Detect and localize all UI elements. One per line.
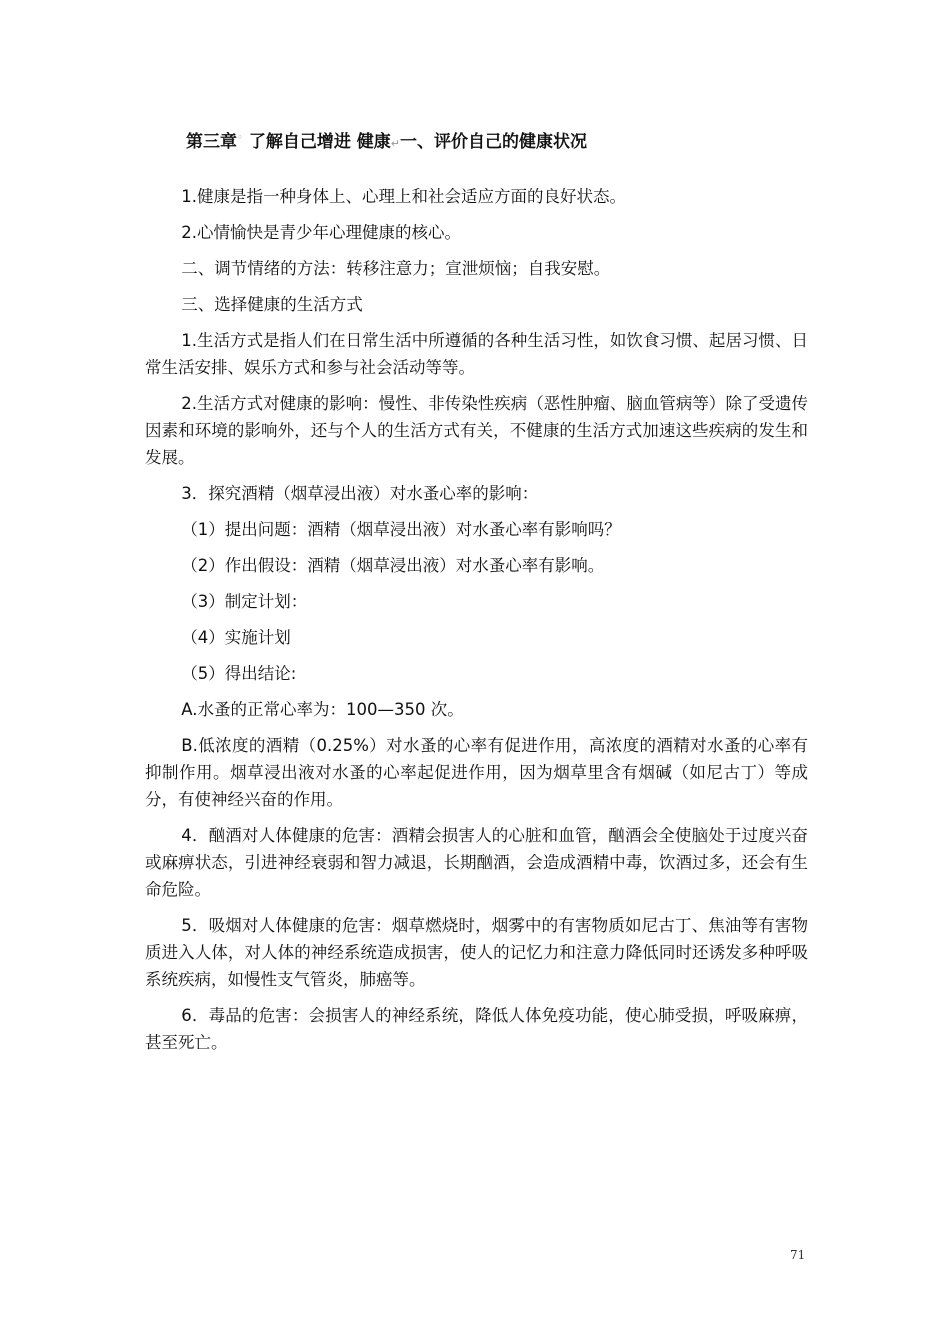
section-title: 一、评价自己的健康状况 <box>399 132 587 152</box>
paragraph: （5）得出结论: <box>181 664 297 683</box>
paragraph: 三、选择健康的生活方式 <box>181 295 363 314</box>
chapter-heading <box>186 127 587 152</box>
paragraph: A.水蚤的正常心率为：100—350 次。 <box>181 700 464 719</box>
chapter-title: 了解自己增进 <box>248 132 351 152</box>
paragraph-return-icon: ↵ <box>390 137 400 150</box>
paragraph: 2.生活方式对健康的影响：慢性、非传染性疾病（恶性肿瘤、脑血管病等）除了受遗传因素和环境的影响外，还与个人的生活方式有关，不健康的生活方式加速这些疾病的发生和发展。 <box>145 394 808 467</box>
paragraph: （4）实施计划 <box>181 628 291 647</box>
paragraph: 1.健康是指一种身体上、心理上和社会适应方面的良好状态。 <box>181 187 627 206</box>
page-number: 71 <box>790 1248 806 1262</box>
paragraph: 2.心情愉快是青少年心理健康的核心。 <box>181 223 462 242</box>
paragraph: （2）作出假设：酒精（烟草浸出液）对水蚤心率有影响。 <box>181 556 605 575</box>
paragraph: 5．吸烟对人体健康的危害：烟草燃烧时，烟雾中的有害物质如尼古丁、焦油等有害物质进入人体，对人体的神经系统造成损害，使人的记忆力和注意力降低同时还诱发多种呼吸系统疾病，如慢性支气管炎，肺癌等。 <box>145 916 808 989</box>
paragraph: 1.生活方式是指人们在日常生活中所遵循的各种生活习性，如饮食习惯、起居习惯、日常生活安排、娱乐方式和参与社会活动等等。 <box>145 331 808 377</box>
paragraph: B.低浓度的酒精（0.25%）对水蚤的心率有促进作用，高浓度的酒精对水蚤的心率有抑制作用。烟草浸出液对水蚤的心率起促进作用，因为烟草里含有烟碱（如尼古丁）等成分，有使神经兴奋的作用。 <box>145 736 808 809</box>
chapter-title-2: 健康 <box>356 132 391 152</box>
paragraph: （3）制定计划： <box>181 592 308 611</box>
space-mark-icon: ◦ <box>237 132 243 144</box>
document-body <box>145 183 808 1065</box>
paragraph: 3．探究酒精（烟草浸出液）对水蚤心率的影响： <box>181 484 539 503</box>
paragraph: 4．酗酒对人体健康的危害：酒精会损害人的心脏和血管，酗酒会全使脑处于过度兴奋或麻痹状态，引进神经衰弱和智力减退，长期酗酒，会造成酒精中毒，饮酒过多，还会有生命危险。 <box>145 826 808 899</box>
paragraph: （1）提出问题：酒精（烟草浸出液）对水蚤心率有影响吗？ <box>181 520 621 539</box>
paragraph: 6．毒品的危害：会损害人的神经系统，降低人体免疫功能，使心肺受损，呼吸麻痹，甚至死亡。 <box>145 1006 808 1052</box>
paragraph: 二、调节情绪的方法：转移注意力；宣泄烦恼；自我安慰。 <box>181 259 611 278</box>
chapter-label: 第三章 <box>186 132 237 152</box>
